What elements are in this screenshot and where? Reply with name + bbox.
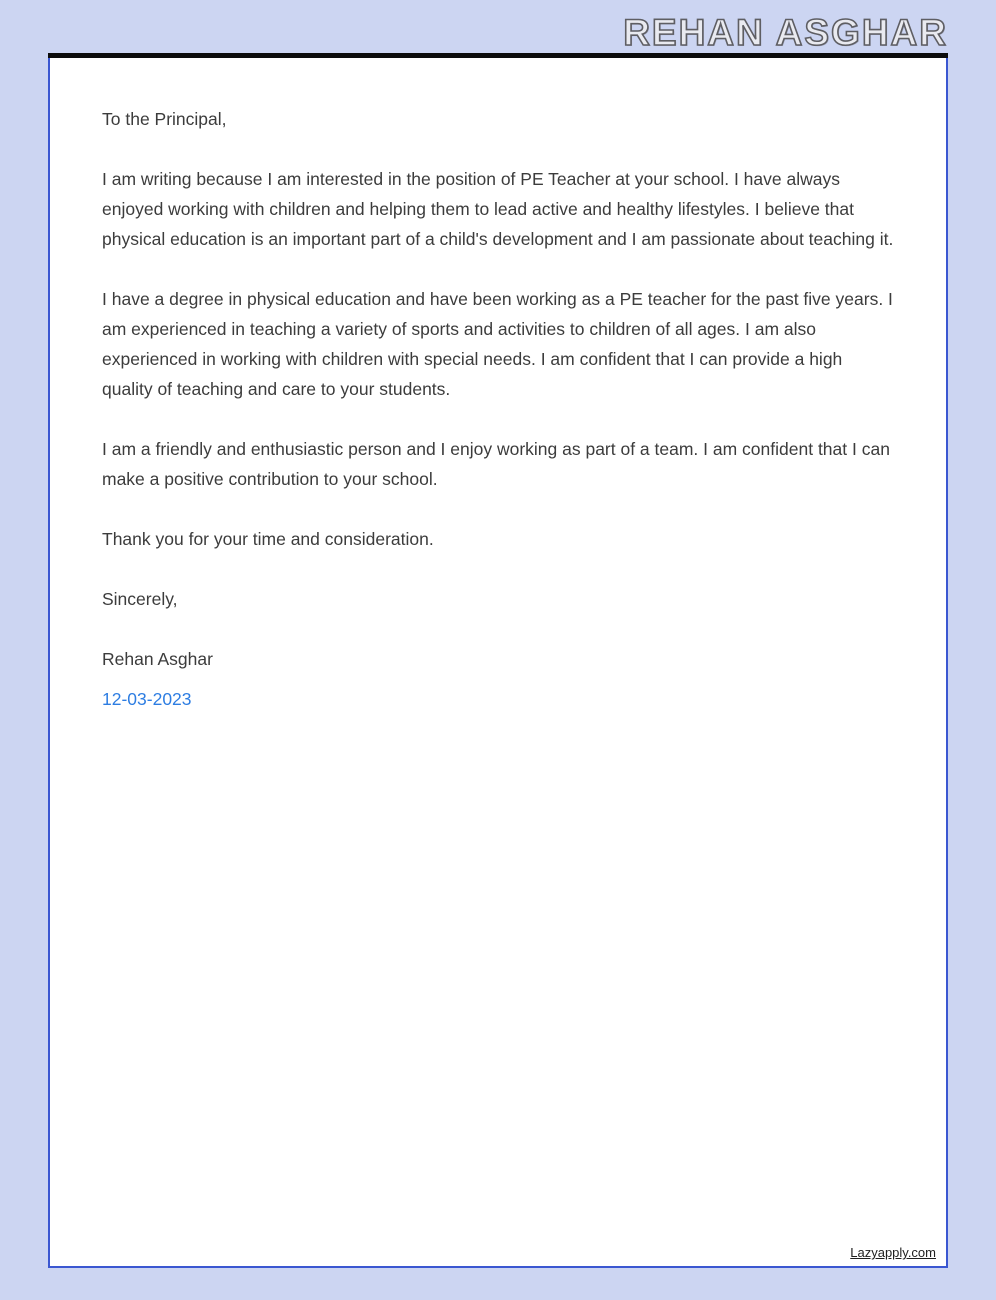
thanks-line: Thank you for your time and consideration. [102,529,434,549]
letter-paragraph-3: I am a friendly and enthusiastic person and I enjoy working as part of a team. I am confident that I can make a positive contribution to your school. [102,439,890,489]
brand-link[interactable]: Lazyapply.com [850,1245,936,1260]
letter-paragraph-1: I am writing because I am interested in the position of PE Teacher at your school. I have always enjoyed working with children and helping them to lead active and healthy lifestyles. I believe that physical education is an important part of a child's development and I am passionate about teaching it. [102,169,894,249]
header-name: REHAN ASGHAR [623,12,948,53]
sign-off: Sincerely, [102,589,178,609]
letter-header [48,0,948,53]
salutation: To the Principal, [102,109,227,129]
letter-paragraph-2: I have a degree in physical education and have been working as a PE teacher for the past five years. I am experienced in teaching a variety of sports and activities to children of all ages. I am also experienced in working with children with special needs. I am confident that I can provide a high quality of teaching and care to your students. [102,289,893,399]
signature-name: Rehan Asghar [102,649,213,669]
date-link[interactable]: 12-03-2023 [102,689,192,709]
letter-page [48,58,948,1268]
